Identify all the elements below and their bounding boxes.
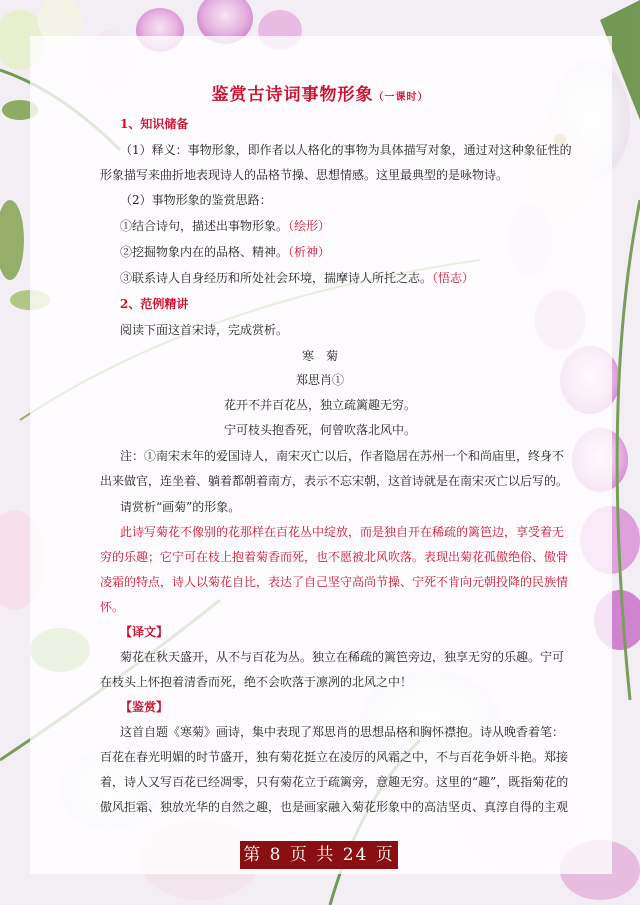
approach-heading: （2）事物形象的鉴赏思路： <box>120 193 272 207</box>
note-line2: 出来做官，连坐着、躺着都朝着南方，表示不忘宋朝，这首诗就是在南宋灭亡以后写的。 <box>100 474 569 488</box>
note-line1: 注：①南宋末年的爱国诗人，南宋灭亡以后，作者隐居在苏州一个和尚庙里，终身不 <box>120 449 565 463</box>
definition-line1: （1）释义：事物形象，即作者以人格化的事物为具体描写对象，通过对这种象征性的 <box>120 143 572 157</box>
appreciation-line3: 着，诗人又写百花已经凋零，只有菊花立于疏篱旁，意趣无穷。这里的“趣”，既指菊花的 <box>100 775 569 789</box>
step3 <box>120 270 474 286</box>
appreciation-line4: 傲风拒霜、独放光华的自然之趣，也是画家融入菊花形象中的高洁坚贞、真淳自得的主观 <box>100 800 569 814</box>
page-title <box>0 80 640 105</box>
answer-line3: 凌霜的特点，诗人以菊花自比，表达了自己坚守高尚节操、宁死不肯向元朝投降的民族情 <box>100 575 569 589</box>
translation-line2: 在枝头上怀抱着清香而死，绝不会吹落于凛冽的北风之中！ <box>100 675 413 689</box>
answer-line4: 怀。 <box>100 600 125 614</box>
answer-line1: 此诗写菊花不像别的花那样在百花丛中绽放，而是独自开在稀疏的篱笆边，享受着无 <box>120 525 565 539</box>
step2-tag: （析神） <box>288 245 331 259</box>
instruction: 阅读下面这首宋诗，完成赏析。 <box>120 323 289 337</box>
step1-tag: （绘形） <box>288 219 331 233</box>
appreciation-heading: 【鉴赏】 <box>120 700 169 714</box>
poem-author: 郑思肖① <box>295 373 344 387</box>
answer-line2: 穷的乐趣；它宁可在枝上抱着菊香而死，也不愿被北风吹落。表现出菊花孤傲绝俗、傲骨 <box>100 550 569 564</box>
step1-text: ①结合诗句，描述出事物形象。 <box>120 219 289 233</box>
step3-text: ③联系诗人自身经历和所处社会环境，揣摩诗人所托之志。 <box>120 271 433 285</box>
translation-heading: 【译文】 <box>120 625 169 639</box>
step2-text: ②挖掘物象内在的品格、精神。 <box>120 245 289 259</box>
title-sub: （一课时） <box>373 92 429 103</box>
translation-line1: 菊花在秋天盛开，从不与百花为丛。独立在稀疏的篱笆旁边，独享无穷的乐趣。宁可 <box>120 650 565 664</box>
definition-line2: 形象描写来曲折地表现诗人的品格节操、思想情感。这里最典型的是咏物诗。 <box>100 168 509 182</box>
section2-heading: 2、范例精讲 <box>120 297 189 311</box>
step1 <box>120 218 330 234</box>
poem-line1: 花开不并百花丛，独立疏篱趣无穷。 <box>223 398 416 412</box>
appreciation-line1: 这首自题《寒菊》画诗，集中表现了郑思肖的思想品格和胸怀襟抱。诗从晚香着笔： <box>120 725 565 739</box>
section1-heading: 1、知识储备 <box>120 117 189 131</box>
title-main: 鉴赏古诗词事物形象 <box>211 85 374 105</box>
step2 <box>120 244 330 260</box>
poem-line2: 宁可枝头抱香死，何曾吹落北风中。 <box>223 423 416 437</box>
step3-tag: （悟志） <box>432 271 475 285</box>
page-number-label: 第 8 页 共 24 页 <box>240 841 398 869</box>
appreciation-line2: 百花在春光明媚的时节盛开，独有菊花挺立在凌厉的风霜之中，不与百花争妍斗艳。郑接 <box>100 750 569 764</box>
question: 请赏析“画菊”的形象。 <box>120 500 241 514</box>
poem-title: 寒 菊 <box>301 349 338 363</box>
